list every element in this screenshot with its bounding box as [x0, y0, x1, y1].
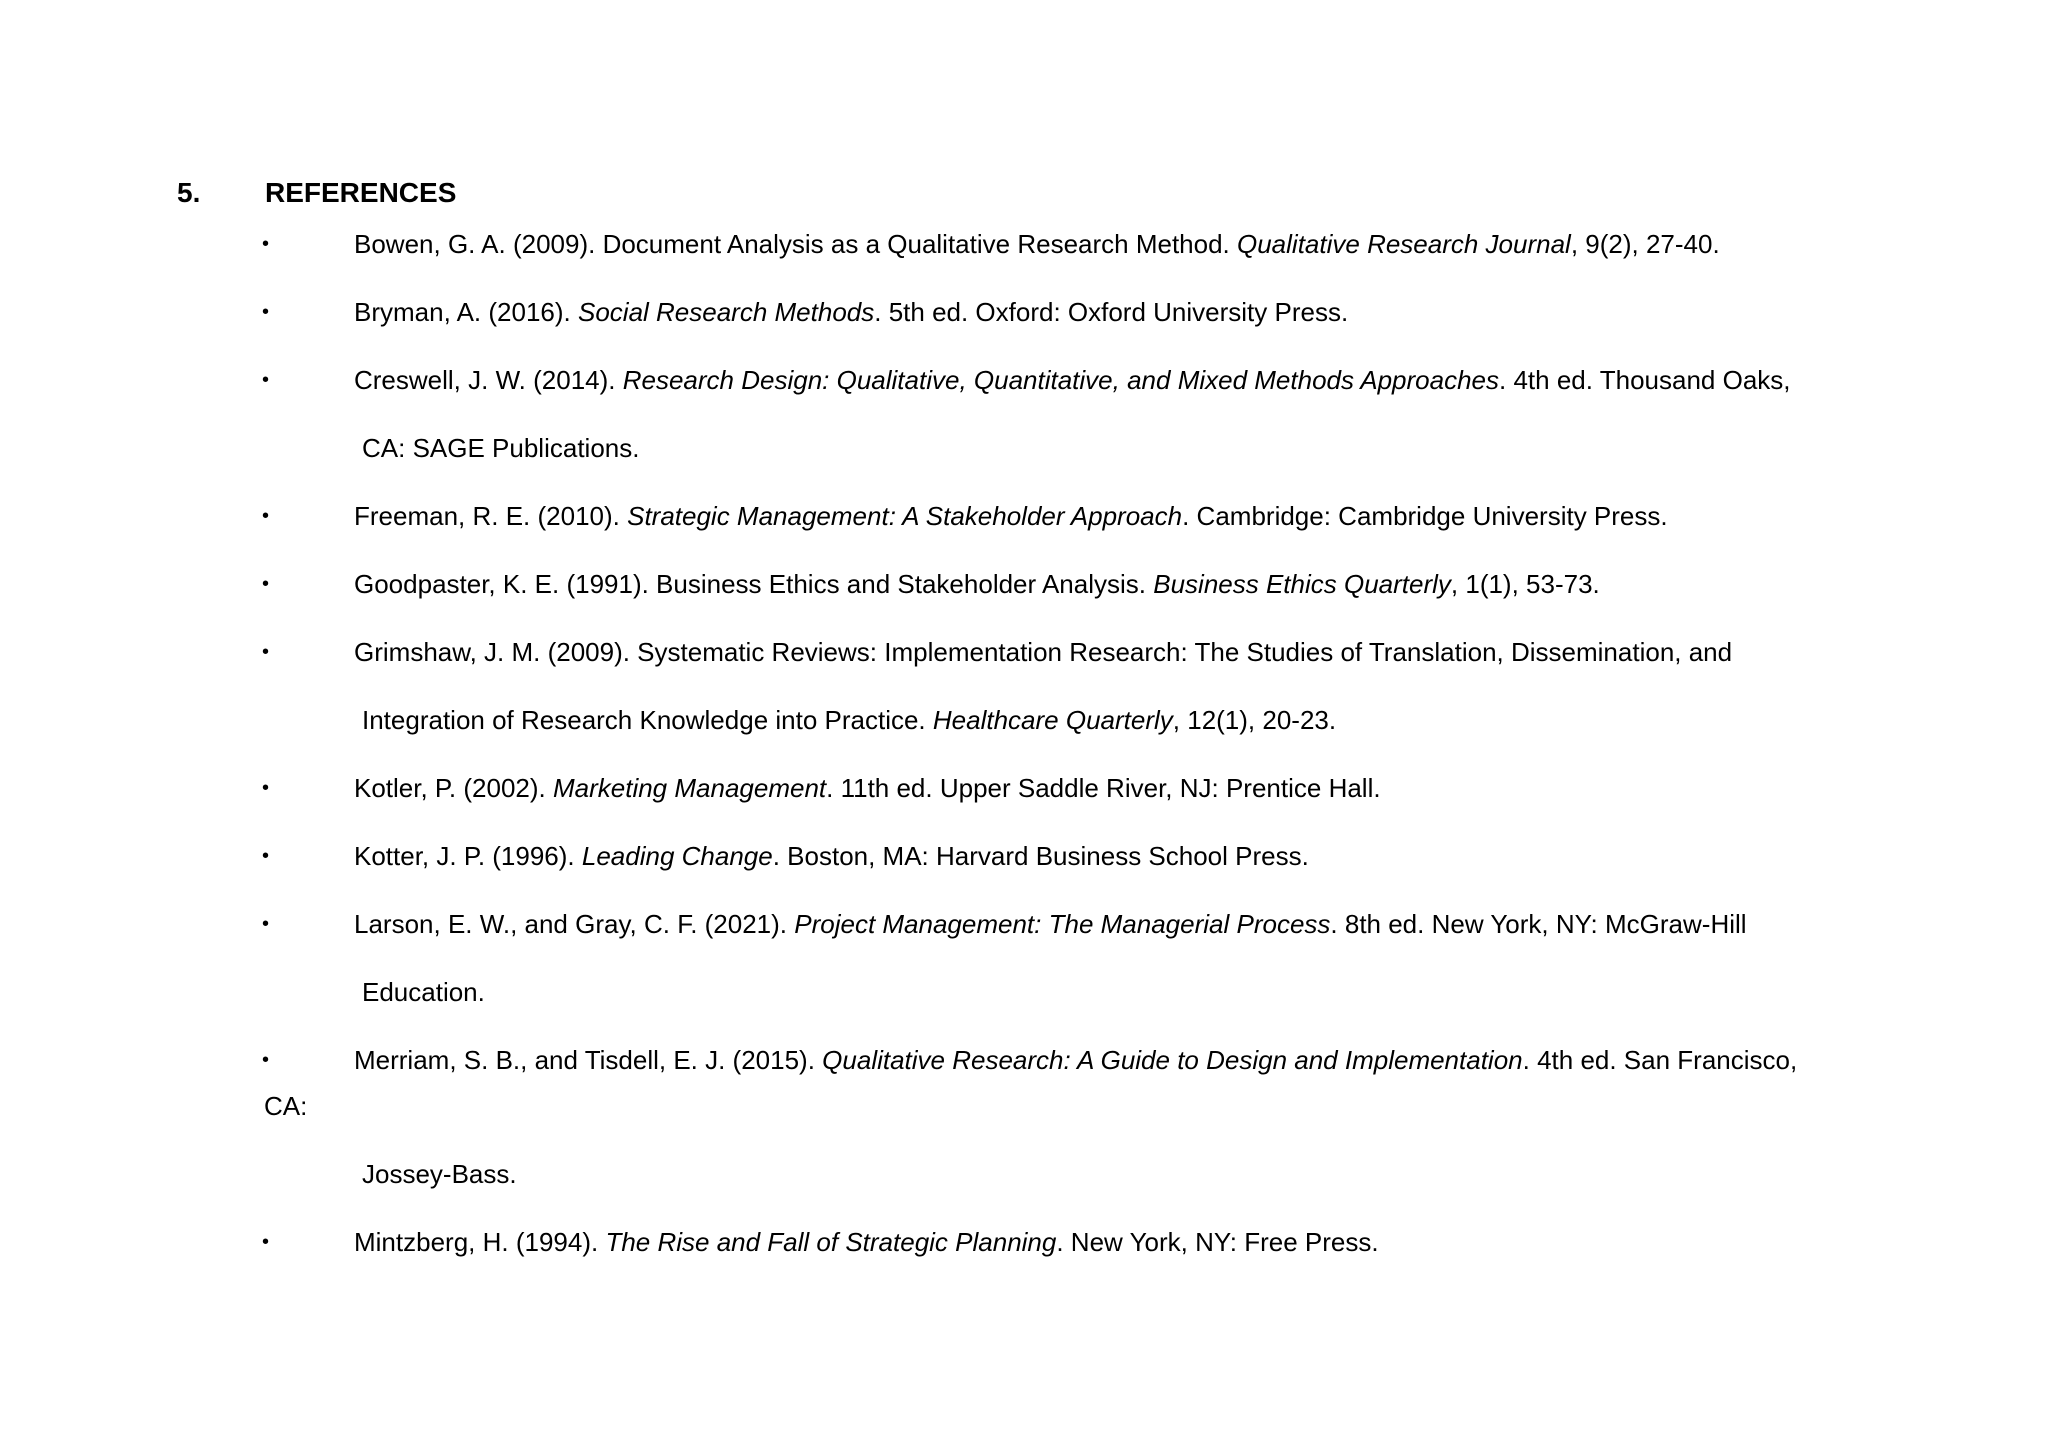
reference-text: Freeman, R. E. (2010). Strategic Management: A Stakeholder Approach. Cambridge: Cambridge University Press.: [354, 501, 1668, 531]
reference-text: Bryman, A. (2016). Social Research Methods. 5th ed. Oxford: Oxford University Press.: [354, 297, 1349, 327]
bullet-icon: •: [262, 777, 270, 799]
reference-text: Larson, E. W., and Gray, C. F. (2021). Project Management: The Managerial Process. 8th ed. New York, NY: McGraw-Hill: [354, 909, 1747, 939]
reference-text: Bowen, G. A. (2009). Document Analysis as a Qualitative Research Method. Qualitative Research Journal, 9(2), 27-40.: [354, 229, 1720, 259]
bullet-icon: •: [262, 1231, 270, 1253]
section-title: REFERENCES: [265, 177, 457, 208]
bullet-icon: •: [262, 369, 270, 391]
reference-text: Mintzberg, H. (1994). The Rise and Fall of Strategic Planning. New York, NY: Free Press.: [354, 1227, 1379, 1257]
bullet-icon: •: [262, 1049, 270, 1071]
reference-text: Goodpaster, K. E. (1991). Business Ethics and Stakeholder Analysis. Business Ethics Quarterly, 1(1), 53-73.: [354, 569, 1600, 599]
bullet-icon: •: [262, 573, 270, 595]
reference-text: Kotler, P. (2002). Marketing Management. 11th ed. Upper Saddle River, NJ: Prentice Hall.: [354, 773, 1381, 803]
bullet-icon: •: [262, 913, 270, 935]
bullet-icon: •: [262, 505, 270, 527]
bullet-icon: •: [262, 301, 270, 323]
reference-text: Kotter, J. P. (1996). Leading Change. Boston, MA: Harvard Business School Press.: [354, 841, 1309, 871]
reference-text: Grimshaw, J. M. (2009). Systematic Reviews: Implementation Research: The Studies of Translation, Dissemination, and: [354, 637, 1733, 667]
bullet-icon: •: [262, 845, 270, 867]
reference-text: Merriam, S. B., and Tisdell, E. J. (2015). Qualitative Research: A Guide to Design and Implementation. 4th ed. San Francisco,: [354, 1045, 1798, 1075]
bullet-icon: •: [262, 233, 270, 255]
reference-text: Creswell, J. W. (2014). Research Design: Qualitative, Quantitative, and Mixed Methods Approaches. 4th ed. Thousand Oaks,: [354, 365, 1791, 395]
section-number: 5.: [177, 177, 201, 208]
bullet-icon: •: [262, 641, 270, 663]
